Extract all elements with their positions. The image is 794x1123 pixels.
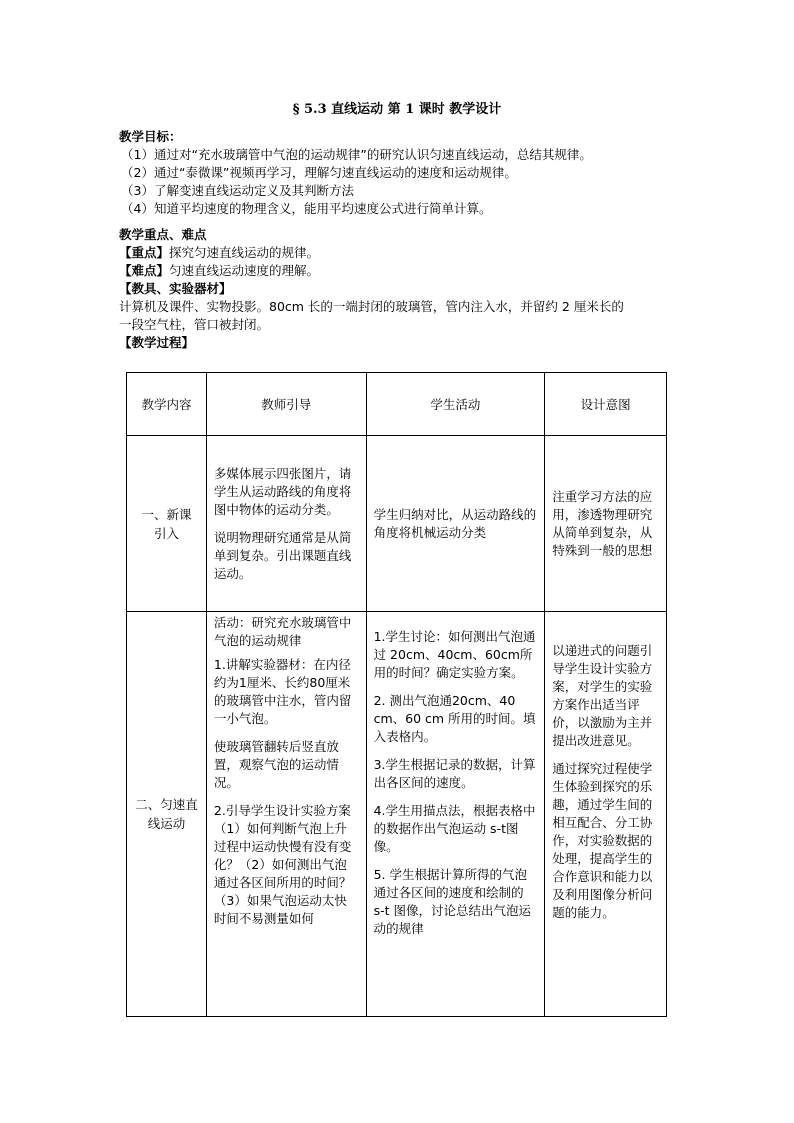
objective-item: （4）知道平均速度的物理含义，能用平均速度公式进行简单计算。	[121, 201, 492, 216]
intent-cell	[545, 436, 667, 612]
process-heading: 【教学过程】	[119, 335, 195, 350]
equipment-heading: 【教具、实验器材】	[119, 281, 232, 296]
column-header: 教师引导	[206, 373, 366, 436]
difficulty-text: 匀速直线运动速度的理解。	[169, 263, 320, 278]
student-paragraph: 3.学生根据记录的数据，计算出各区间的速度。	[373, 757, 536, 790]
table-header-row	[127, 373, 667, 436]
intent-cell	[545, 612, 667, 1017]
content-text: 一、新课引入	[141, 506, 192, 541]
teacher-paragraph: 使玻璃管翻转后竖直放置，观察气泡的运动情况。	[213, 739, 339, 790]
key-points-heading: 教学重点、难点	[119, 227, 207, 242]
table-row	[127, 436, 667, 612]
student-paragraph: 2. 测出气泡通20cm、40 cm、60 cm 所用的时间。填入表格内。	[373, 693, 536, 744]
objective-item: （1）通过对“充水玻璃管中气泡的运动规律”的研究认识匀速直线运动，总结其规律。	[121, 147, 592, 162]
student-paragraph: 1.学生讨论：如何测出气泡通过 20cm、40cm、60cm所用的时间？确定实验方案。	[373, 629, 536, 680]
student-paragraph: 4.学生用描点法，根据表格中的数据作出气泡运动 s-t图像。	[373, 803, 536, 854]
intent-paragraph: 通过探究过程使学生体验到探究的乐趣，通过学生间的相互配合、分工协作，对实验数据的处理，提高学生的合作意识和能力以及利用图像分析问题的能力。	[552, 761, 653, 920]
student-cell	[366, 436, 545, 612]
lesson-intro	[119, 128, 679, 352]
teacher-paragraph: 1.讲解实验器材：在内径约为1厘米、长约80厘米的玻璃管中注水，管内留一小气泡。	[213, 657, 352, 726]
column-header: 设计意图	[545, 373, 667, 436]
equipment-text-line-1: 计算机及课件、实物投影。80cm 长的一端封闭的玻璃管，管内注入水，并留约 2 厘米长的	[119, 299, 624, 314]
teacher-cell	[206, 436, 366, 612]
difficulty-line	[119, 262, 679, 280]
teacher-paragraph: 说明物理研究通常是从简单到复杂。引出课题直线运动。	[213, 529, 352, 581]
content-text: 二、匀速直线运动	[135, 797, 198, 831]
student-paragraph: 5. 学生根据计算所得的气泡通过各区间的速度和绘制的 s-t 图像，讨论总结出气泡运动的规律	[373, 867, 531, 936]
intent-paragraph: 以递进式的问题引导学生设计实验方案，对学生的实验方案作出适当评价，以激励为主并提出改进意见。	[552, 643, 653, 748]
objective-item: （3）了解变速直线运动定义及其判断方法	[121, 183, 354, 198]
teacher-paragraph: 多媒体展示四张图片，请学生从运动路线的角度将图中物体的运动分类。	[213, 465, 352, 517]
objectives-heading: 教学目标：	[119, 129, 182, 144]
teacher-cell	[206, 612, 366, 1017]
equipment-text-line-2: 一段空气柱，管口被封闭。	[119, 317, 270, 332]
page-title: § 5.3 直线运动 第 1 课时 教学设计	[292, 102, 502, 117]
difficulty-label: 【难点】	[119, 263, 170, 278]
column-header: 学生活动	[366, 373, 545, 436]
teacher-paragraph: 活动：研究充水玻璃管中气泡的运动规律	[213, 615, 352, 648]
content-cell	[127, 612, 207, 1017]
teacher-paragraph: 2.引导学生设计实验方案（1）如何判断气泡上升过程中运动快慢有没有变化？（2）如何测出气泡通过各区间所用的时间？（3）如果气泡运动太快时间不易测量如何	[213, 803, 352, 926]
focus-label: 【重点】	[119, 245, 170, 260]
content-cell	[127, 436, 207, 612]
objective-item: （2）通过“泰微课”视频再学习，理解匀速直线运动的速度和运动规律。	[121, 165, 517, 180]
student-cell	[366, 612, 545, 1017]
lesson-plan-table	[126, 372, 667, 1017]
table-row	[127, 612, 667, 1017]
column-header: 教学内容	[127, 373, 207, 436]
focus-text: 探究匀速直线运动的规律。	[169, 245, 320, 260]
student-text: 学生归纳对比，从运动路线的角度将机械运动分类	[373, 506, 537, 540]
focus-line	[119, 244, 679, 262]
intent-text: 注重学习方法的应用，渗透物理研究从简单到复杂，从特殊到一般的思想	[552, 488, 653, 558]
